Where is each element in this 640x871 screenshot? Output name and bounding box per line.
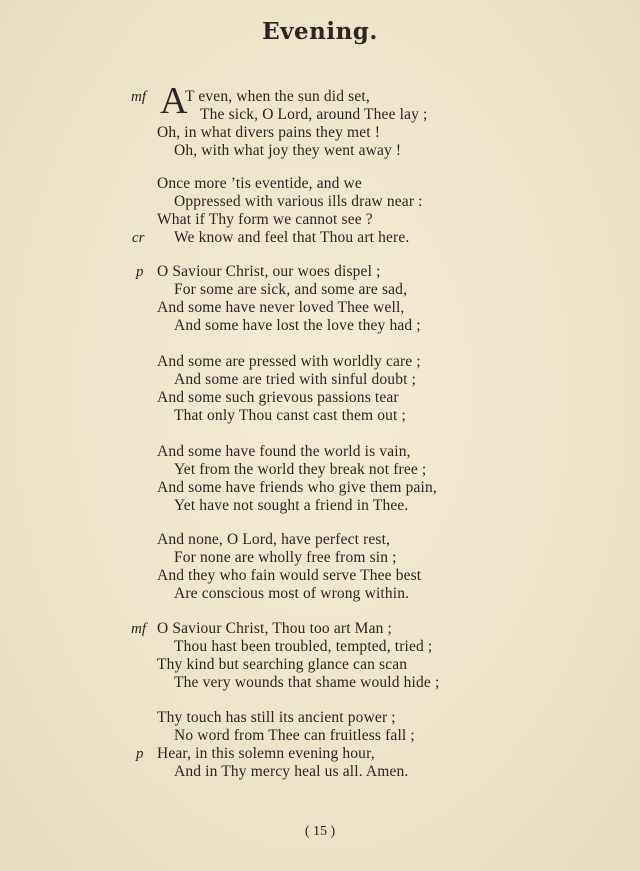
verse-line: Are conscious most of wrong within. [174,585,410,602]
verse-line: And some have found the world is vain, [157,443,411,460]
verse-line: And some have lost the love they had ; [174,317,421,334]
verse-line: Hear, in this solemn evening hour, [157,745,375,762]
verse-line: What if Thy form we cannot see ? [157,211,373,228]
dynamic-marking: cr [132,230,145,246]
drop-capital: A [160,80,188,122]
verse-line: Yet have not sought a friend in Thee. [174,497,409,514]
verse-line: And some are tried with sinful doubt ; [174,371,417,388]
verse-line: And some such grievous passions tear [157,389,399,406]
verse-line: Thy kind but searching glance can scan [157,656,408,673]
verse-line: And some are pressed with worldly care ; [157,353,421,370]
verse-line: Oh, with what joy they went away ! [174,142,402,159]
page-title: Evening. [262,18,378,45]
verse-line: And some have friends who give them pain, [157,479,437,496]
dynamic-marking: mf [131,89,146,105]
verse-line: The sick, O Lord, around Thee lay ; [200,106,428,123]
verse-line: O Saviour Christ, Thou too art Man ; [157,620,393,637]
verse-line: T even, when the sun did set, [185,88,370,105]
verse-line: And some have never loved Thee well, [157,299,405,316]
page-number: ( 15 ) [304,824,336,839]
verse-line: Once more ’tis eventide, and we [157,175,362,192]
verse-line: For none are wholly free from sin ; [174,549,397,566]
dynamic-marking: p [136,746,144,762]
verse-line: Oppressed with various ills draw near : [174,193,423,210]
verse-line: Thou hast been troubled, tempted, tried ; [174,638,433,655]
verse-line: No word from Thee can fruitless fall ; [174,727,415,744]
verse-line: For some are sick, and some are sad, [174,281,408,298]
verse-line: And in Thy mercy heal us all. Amen. [174,763,409,780]
verse-line: The very wounds that shame would hide ; [174,674,440,691]
verse-line: Thy touch has still its ancient power ; [157,709,396,726]
verse-line: Yet from the world they break not free ; [174,461,427,478]
dynamic-marking: mf [131,621,146,637]
dynamic-marking: p [136,264,144,280]
verse-line: And they who fain would serve Thee best [157,567,422,584]
verse-line: Oh, in what divers pains they met ! [157,124,381,141]
verse-line: We know and feel that Thou art here. [174,229,410,246]
verse-line: That only Thou canst cast them out ; [174,407,406,424]
verse-line: O Saviour Christ, our woes dispel ; [157,263,381,280]
verse-line: And none, O Lord, have perfect rest, [157,531,391,548]
